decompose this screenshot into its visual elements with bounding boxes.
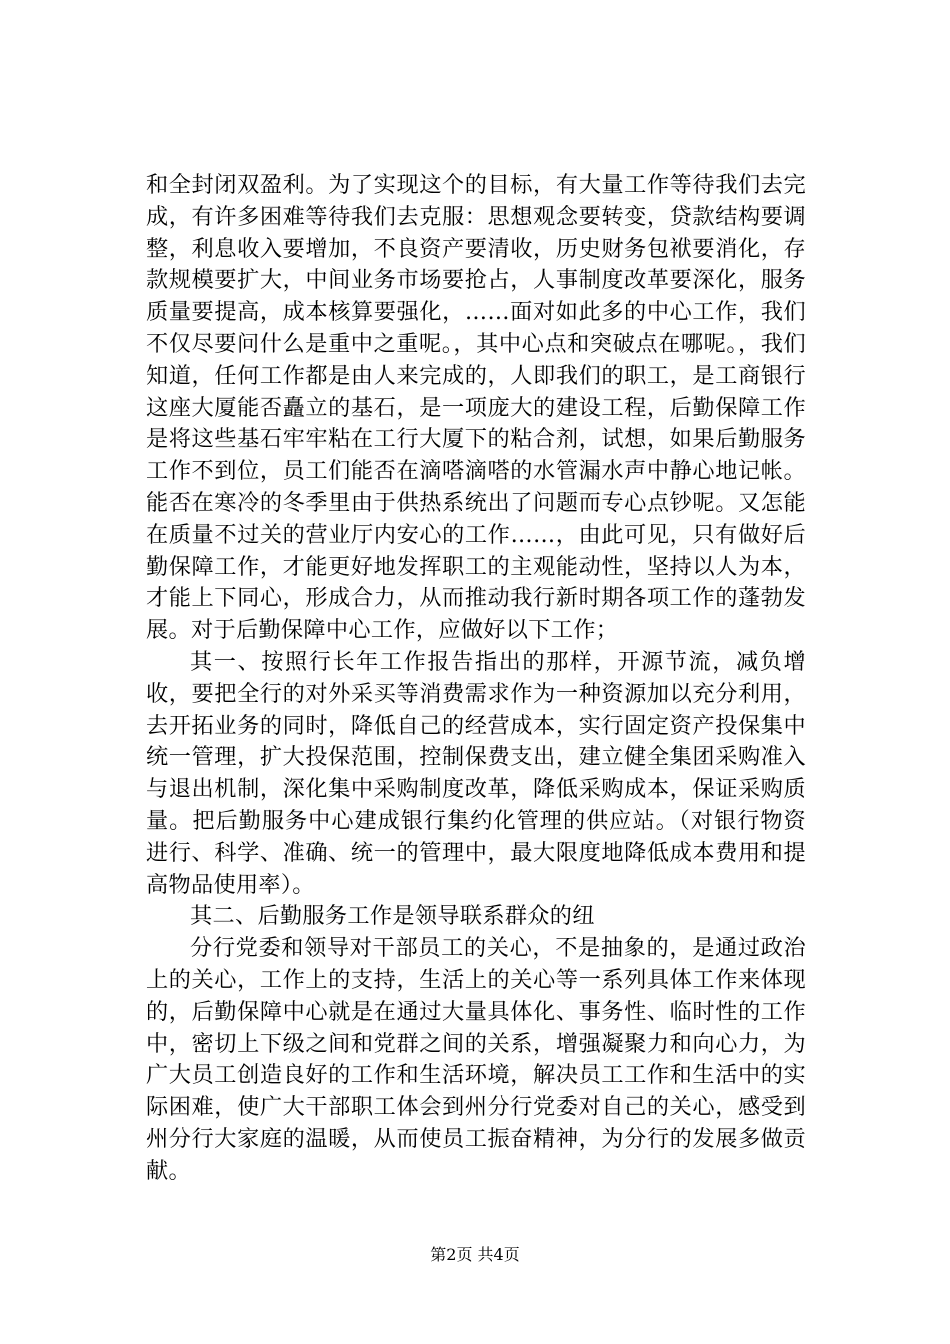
paragraph-2: 其一、按照行长年工作报告指出的那样，开源节流，减负增收，要把全行的对外采买等消费需求作为一种资源加以充分利用，去开拓业务的同时，降低自己的经营成本，实行固定资产投保集中统一管理，扩大投保范围，控制保费支出，建立健全集团采购准入与退出机制，深化集中采购制度改革，降低采购成本，保证采购质量。把后勤服务中心建成银行集约化管理的供应站。（对银行物资进行、科学、准确、统一的管理中，最大限度地降低成本费用和提高物品使用率）。: [146, 648, 806, 898]
paragraph-4: 分行党委和领导对干部员工的关心，不是抽象的，是通过政治上的关心，工作上的支持，生活上的关心等一系列具体工作来体现的，后勤保障中心就是在通过大量具体化、事务性、临时性的工作中，密切上下级之间和党群之间的关系，增强凝聚力和向心力，为广大员工创造良好的工作和生活环境，解决员工工作和生活中的实际困难，使广大干部职工体会到州分行党委对自己的关心，感受到州分行大家庭的温暖，从而使员工振奋精神，为分行的发展多做贡献。: [146, 935, 806, 1184]
document-body: [146, 170, 806, 1188]
page-number-label: 第2页 共4页: [430, 1245, 520, 1264]
paragraph-1: 和全封闭双盈利。为了实现这个的目标，有大量工作等待我们去完成，有许多困难等待我们去克服：思想观念要转变，贷款结构要调整，利息收入要增加，不良资产要清收，历史财务包袱要消化，存款规模要扩大，中间业务市场要抢占，人事制度改革要深化，服务质量要提高，成本核算要强化，……面对如此多的中心工作，我们不仅尽要问什么是重中之重呢。，其中心点和突破点在哪呢。，我们知道，任何工作都是由人来完成的，人即我们的职工，是工商银行这座大厦能否矗立的基石，是一项庞大的建设工程，后勤保障工作是将这些基石牢牢粘在工行大厦下的粘合剂，试想，如果后勤服务工作不到位，员工们能否在滴嗒滴嗒的水管漏水声中静心地记帐。能否在寒冷的冬季里由于供热系统出了问题而专心点钞呢。又怎能在质量不过关的营业厅内安心的工作……，由此可见，只有做好后勤保障工作，才能更好地发挥职工的主观能动性，坚持以人为本，才能上下同心，形成合力，从而推动我行新时期各项工作的蓬勃发展。对于后勤保障中心工作，应做好以下工作；: [146, 172, 806, 644]
paragraph-3: 其二、后勤服务工作是领导联系群众的纽: [190, 903, 595, 930]
page-footer: [0, 1244, 950, 1266]
